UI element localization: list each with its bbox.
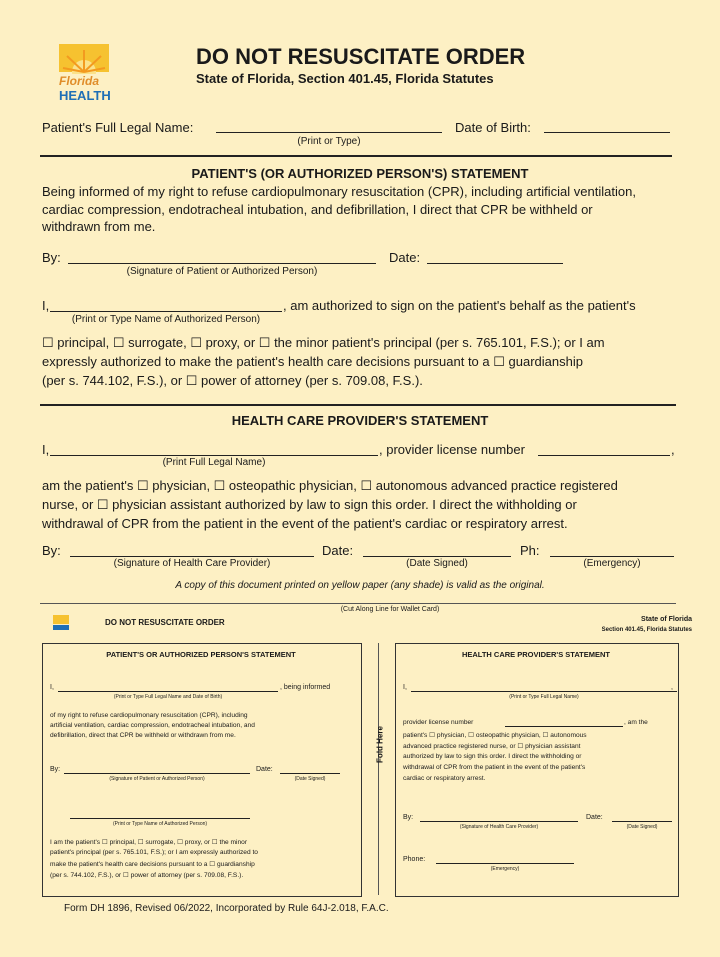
wallet-right-phone: Phone: — [403, 856, 426, 863]
provider-body-line-1[interactable]: am the patient's ☐ physician, ☐ osteopathic physician, ☐ autonomous advanced practice registered — [42, 478, 618, 493]
wallet-left-heading: PATIENT'S OR AUTHORIZED PERSON'S STATEMENT — [106, 650, 296, 659]
roles-line-1[interactable]: ☐ principal, ☐ surrogate, ☐ proxy, or ☐ the minor patient's principal (per s. 765.101, F.S.); or I am — [42, 335, 605, 350]
wallet-right-body-2[interactable]: advanced practice registered nurse, or ☐ physician assistant — [403, 743, 581, 750]
patient-statement-heading: PATIENT'S (OR AUTHORIZED PERSON'S) STATEMENT — [191, 166, 529, 181]
dob-label: Date of Birth: — [455, 120, 531, 135]
wallet-left-date-field[interactable] — [280, 765, 340, 774]
provider-date-field[interactable] — [363, 542, 511, 557]
yellow-paper-note: A copy of this document printed on yellow paper (any shade) is valid as the original. — [175, 580, 545, 591]
wallet-title: DO NOT RESUSCITATE ORDER — [105, 618, 225, 627]
wallet-left-sig-caption: (Signature of Patient or Authorized Person) — [109, 776, 205, 782]
wallet-right-sig-field[interactable] — [420, 813, 578, 822]
wallet-right-heading: HEALTH CARE PROVIDER'S STATEMENT — [461, 650, 611, 659]
cut-line — [40, 603, 676, 604]
wallet-left-name-field[interactable] — [58, 683, 278, 692]
provider-by-label: By: — [42, 543, 61, 558]
patient-statement-intro: Being informed of my right to refuse cardiopulmonary resuscitation (CPR), including artificial ventilation, cardiac compression, endotracheal intubation, and defibrillation, I direct that CPR be withheld or withdrawn from me. — [42, 184, 636, 234]
provider-phone-label: Ph: — [520, 543, 540, 558]
wallet-right-am-the: , am the — [624, 719, 648, 726]
wallet-right-license-field[interactable] — [505, 718, 623, 727]
provider-signature-field[interactable] — [70, 542, 314, 557]
wallet-right-date-caption: (Date Signed) — [626, 824, 658, 830]
patient-signature-field[interactable] — [68, 249, 376, 264]
auth-text: , am authorized to sign on the patient's behalf as the patient's — [283, 298, 636, 313]
wallet-right-body-3: authorized by law to sign this order. I direct the withholding or — [403, 753, 582, 760]
wallet-left-auth-caption: (Print or Type Name of Authorized Person) — [112, 821, 208, 827]
provider-license-comma: , — [671, 442, 675, 457]
form-footer: Form DH 1896, Revised 06/2022, Incorporated by Rule 64J-2.018, F.A.C. — [64, 903, 389, 914]
wallet-right-body-5: cardiac or respiratory arrest. — [403, 775, 486, 782]
provider-date-label: Date: — [322, 543, 354, 558]
wallet-left-i: I, — [50, 684, 54, 691]
florida-health-logo — [55, 44, 115, 104]
provider-license-field[interactable] — [538, 441, 670, 456]
wallet-right-i: I, — [403, 684, 407, 691]
provider-signature-caption: (Signature of Health Care Provider) — [113, 558, 271, 569]
wallet-left-body-1: of my right to refuse cardiopulmonary resuscitation (CPR), including — [50, 712, 248, 719]
wallet-left-sig-field[interactable] — [64, 765, 250, 774]
roles-line-2[interactable]: expressly authorized to make the patient's health care decisions pursuant to a ☐ guardianship — [42, 354, 583, 369]
page-subtitle: State of Florida, Section 401.45, Florida Statutes — [196, 71, 494, 86]
patient-name-caption: (Print or Type) — [297, 136, 361, 147]
sun-logo-icon — [57, 44, 113, 74]
logo-florida-text: Florida — [59, 74, 100, 88]
wallet-left-date-caption: (Date Signed) — [294, 776, 326, 782]
logo-health-text: HEALTH — [59, 88, 111, 103]
roles-line-3[interactable]: (per s. 744.102, F.S.), or ☐ power of attorney (per s. 709.08, F.S.). — [42, 373, 423, 388]
provider-name-field[interactable] — [50, 441, 378, 456]
patient-date-label: Date: — [389, 250, 421, 265]
wallet-left-name-caption: (Print or Type Full Legal Name and Date of Birth) — [113, 694, 223, 700]
wallet-right-phone-field[interactable] — [436, 855, 574, 864]
fold-here-label: Fold Here — [375, 726, 385, 763]
wallet-right-body-4: withdrawal of CPR from the patient in the event of the patient's — [403, 764, 586, 771]
wallet-left-roles-1[interactable]: I am the patient's ☐ principal, ☐ surrogate, ☐ proxy, or ☐ the minor — [50, 839, 248, 846]
wallet-right-date-field[interactable] — [612, 813, 672, 822]
wallet-right-sig-caption: (Signature of Health Care Provider) — [459, 824, 539, 830]
wallet-left-roles-4[interactable]: (per s. 744.102, F.S.), or ☐ power of attorney (per s. 709.08, F.S.). — [50, 872, 244, 879]
divider — [40, 155, 672, 157]
wallet-left-roles-2[interactable]: patient's principal (per s. 765.101, F.S.); or I am expressly authorized to — [50, 849, 258, 856]
cut-caption: (Cut Along Line for Wallet Card) — [340, 606, 440, 613]
provider-body-line-2[interactable]: nurse, or ☐ physician assistant authorized by law to sign this order. I direct the withholding or — [42, 497, 577, 512]
wallet-right-name-field[interactable] — [411, 683, 677, 692]
wallet-right-name-caption: (Print or Type Full Legal Name) — [509, 694, 579, 700]
wallet-right-by: By: — [403, 814, 414, 821]
provider-statement-heading: HEALTH CARE PROVIDER'S STATEMENT — [231, 413, 489, 428]
wallet-state: State of Florida — [641, 616, 692, 623]
wallet-left-date: Date: — [256, 766, 273, 773]
patient-by-label: By: — [42, 250, 61, 265]
wallet-left-body-2: artificial ventilation, cardiac compression, endotracheal intubation, and — [50, 722, 255, 729]
provider-license-text: , provider license number — [379, 442, 525, 457]
patient-name-label: Patient's Full Legal Name: — [42, 120, 194, 135]
divider — [40, 404, 676, 406]
provider-name-caption: (Print Full Legal Name) — [162, 457, 266, 468]
patient-signature-caption: (Signature of Patient or Authorized Person) — [126, 266, 318, 277]
patient-date-field[interactable] — [427, 249, 563, 264]
page-title: DO NOT RESUSCITATE ORDER — [196, 44, 526, 69]
dob-field[interactable] — [544, 118, 670, 133]
wallet-right-license-label: provider license number — [403, 719, 474, 726]
wallet-logo-icon — [52, 614, 70, 632]
wallet-section: Section 401.45, Florida Statutes — [601, 627, 692, 633]
wallet-right-comma: , — [671, 684, 673, 691]
patient-name-field[interactable] — [216, 118, 442, 133]
wallet-left-auth-field[interactable] — [70, 810, 250, 819]
wallet-right-body-1[interactable]: patient's ☐ physician, ☐ osteopathic physician, ☐ autonomous — [403, 732, 587, 739]
auth-i-label: I, — [42, 298, 50, 313]
wallet-left-informed: , being informed — [280, 684, 331, 691]
provider-phone-field[interactable] — [550, 542, 674, 557]
authorized-name-field[interactable] — [50, 297, 282, 312]
provider-phone-caption: (Emergency) — [583, 558, 641, 569]
authorized-name-caption: (Print or Type Name of Authorized Person) — [71, 314, 261, 325]
wallet-left-roles-3[interactable]: make the patient's health care decisions pursuant to a ☐ guardianship — [50, 861, 255, 868]
wallet-right-phone-caption: (Emergency) — [490, 866, 520, 872]
provider-i-label: I, — [42, 442, 50, 457]
wallet-left-body-3: defibrillation, direct that CPR be withheld or withdrawn from me. — [50, 732, 236, 739]
provider-body-line-3: withdrawal of CPR from the patient in the event of the patient's cardiac or respiratory arrest. — [42, 516, 568, 531]
wallet-left-by: By: — [50, 766, 61, 773]
provider-date-caption: (Date Signed) — [406, 558, 468, 569]
wallet-right-date: Date: — [586, 814, 603, 821]
